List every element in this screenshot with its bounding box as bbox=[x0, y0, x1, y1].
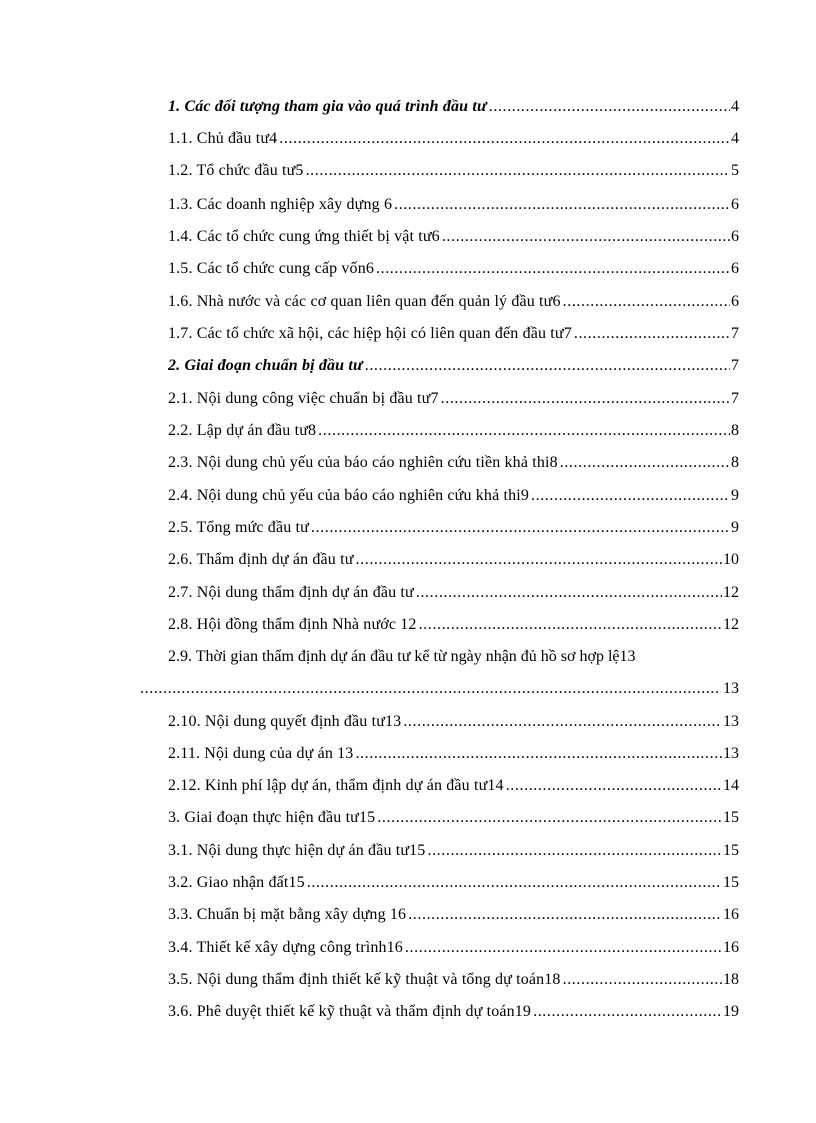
dot-leader bbox=[279, 126, 730, 152]
toc-entry bbox=[168, 450, 739, 476]
toc-entry-page: 16 bbox=[723, 939, 739, 956]
toc-entry-continuation bbox=[140, 676, 739, 702]
toc-entry-page: 13 bbox=[723, 680, 739, 697]
toc-entry-page: 10 bbox=[723, 551, 739, 568]
toc-entry-page: 7 bbox=[731, 357, 739, 374]
toc-entry-page: 18 bbox=[723, 971, 739, 988]
toc-entry bbox=[168, 773, 739, 799]
toc-entry bbox=[168, 902, 739, 928]
toc-entry bbox=[168, 158, 739, 184]
dot-leader bbox=[427, 838, 722, 864]
toc-entry-page: 4 bbox=[731, 130, 739, 147]
toc-entry bbox=[168, 321, 739, 347]
toc-entry-title: 2.5. Tổng mức đầu tư bbox=[168, 519, 309, 536]
dot-leader bbox=[307, 870, 722, 896]
dot-leader bbox=[356, 547, 722, 573]
toc-entry-title: 3.3. Chuẩn bị mặt bằng xây dựng 16 bbox=[168, 906, 407, 923]
toc-entry bbox=[168, 999, 739, 1025]
toc-entry-page: 12 bbox=[723, 616, 739, 633]
toc-entry-title: 2.12. Kinh phí lập dự án, thẩm định dự án đầu tư14 bbox=[168, 777, 504, 794]
dot-leader bbox=[318, 418, 730, 444]
toc-entry-page: 7 bbox=[731, 390, 739, 407]
toc-entry-page: 9 bbox=[731, 487, 739, 504]
dot-leader bbox=[376, 256, 730, 282]
toc-entry-title: 2.1. Nội dung công việc chuẩn bị đầu tư7 bbox=[168, 390, 439, 407]
toc-entry-title: 1.3. Các doanh nghiệp xây dựng 6 bbox=[168, 196, 393, 213]
dot-leader bbox=[441, 386, 730, 412]
toc-entry-title: 1.7. Các tổ chức xã hội, các hiệp hội có liên quan đến đầu tư7 bbox=[168, 325, 572, 342]
dot-leader bbox=[394, 192, 730, 218]
toc-entry bbox=[168, 386, 739, 412]
dot-leader bbox=[442, 224, 730, 250]
toc-entry-page: 8 bbox=[731, 454, 739, 471]
toc-entry-page: 6 bbox=[731, 260, 739, 277]
dot-leader bbox=[403, 709, 722, 735]
dot-leader bbox=[311, 515, 730, 541]
toc-entry-title: 1.4. Các tổ chức cung ứng thiết bị vật tư6 bbox=[168, 228, 440, 245]
toc-entry-page: 19 bbox=[723, 1003, 739, 1020]
toc-entry bbox=[168, 805, 739, 831]
toc-entry-page: 13 bbox=[723, 745, 739, 762]
toc-entry bbox=[168, 515, 739, 541]
dot-leader bbox=[563, 967, 722, 993]
toc-entry bbox=[168, 547, 739, 573]
toc-entry bbox=[168, 967, 739, 993]
toc-entry-title: 2.2. Lập dự án đầu tư8 bbox=[168, 422, 317, 439]
toc-entry bbox=[168, 838, 739, 864]
toc-entry bbox=[168, 418, 739, 444]
dot-leader bbox=[306, 158, 730, 184]
toc-entry bbox=[168, 612, 739, 638]
toc-entry-page: 6 bbox=[731, 228, 739, 245]
dot-leader bbox=[563, 289, 730, 315]
toc-entry-title: 2.3. Nội dung chủ yếu của báo cáo nghiên cứu tiền khả thi8 bbox=[168, 454, 558, 471]
toc-entry-title: 2.8. Hội đồng thẩm định Nhà nước 12 bbox=[168, 616, 417, 633]
toc-entry-page: 15 bbox=[723, 809, 739, 826]
dot-leader bbox=[140, 676, 721, 702]
toc-entry-title: 2.11. Nội dung của dự án 13 bbox=[168, 745, 354, 762]
toc-entry-title: 3. Giai đoạn thực hiện đầu tư15 bbox=[168, 809, 376, 826]
dot-leader bbox=[533, 999, 722, 1025]
toc-entry-page: 6 bbox=[731, 196, 739, 213]
toc-entry-title: 2. Giai đoạn chuẩn bị đầu tư bbox=[168, 357, 363, 374]
toc-entry-page: 15 bbox=[723, 842, 739, 859]
toc-entry bbox=[168, 256, 739, 282]
toc-entry-title: 1.5. Các tổ chức cung cấp vốn6 bbox=[168, 260, 374, 277]
toc-entry-page: 13 bbox=[723, 713, 739, 730]
dot-leader bbox=[416, 580, 722, 606]
toc-entry-page: 12 bbox=[723, 584, 739, 601]
dot-leader bbox=[489, 94, 730, 120]
toc-entry bbox=[168, 289, 739, 315]
toc-entry-heading-2 bbox=[168, 353, 739, 379]
toc-entry-page: 8 bbox=[731, 422, 739, 439]
dot-leader bbox=[419, 612, 722, 638]
toc-entry-page: 15 bbox=[723, 874, 739, 891]
dot-leader bbox=[531, 483, 730, 509]
toc-entry-title: 3.5. Nội dung thẩm định thiết kế kỹ thuật và tổng dự toán18 bbox=[168, 971, 561, 988]
dot-leader bbox=[408, 902, 722, 928]
toc-entry-title: 3.1. Nội dung thực hiện dự án đầu tư15 bbox=[168, 842, 426, 859]
toc-entry-title: 1.1. Chủ đầu tư4 bbox=[168, 130, 278, 147]
toc-entry bbox=[168, 126, 739, 152]
toc-entry-title: 2.6. Thẩm định dự án đầu tư bbox=[168, 551, 354, 568]
toc-entry bbox=[168, 224, 739, 250]
toc-entry-title: 2.10. Nội dung quyết định đầu tư13 bbox=[168, 713, 402, 730]
toc-entry-page: 14 bbox=[723, 777, 739, 794]
toc-entry-title: 3.2. Giao nhận đất15 bbox=[168, 874, 305, 891]
toc-entry-title: 1.6. Nhà nước và các cơ quan liên quan đến quản lý đầu tư6 bbox=[168, 293, 561, 310]
dot-leader bbox=[355, 741, 722, 767]
toc-entry-title: 2.4. Nội dung chủ yếu của báo cáo nghiên cứu khả thi9 bbox=[168, 487, 529, 504]
toc-entry bbox=[168, 483, 739, 509]
toc-entry-page: 7 bbox=[731, 325, 739, 342]
toc-entry bbox=[168, 709, 739, 735]
toc-entry bbox=[168, 192, 739, 218]
toc-entry-page: 4 bbox=[731, 98, 739, 115]
toc-entry-title: 3.6. Phê duyệt thiết kế kỹ thuật và thẩm định dự toán19 bbox=[168, 1003, 532, 1020]
toc-entry-title: 1. Các đối tượng tham gia vào quá trình đầu tư bbox=[168, 98, 487, 115]
toc-entry bbox=[168, 935, 739, 961]
toc-entry-title: 2.7. Nội dung thẩm định dự án đầu tư bbox=[168, 584, 414, 601]
toc-entry-title-wrapped: 2.9. Thời gian thẩm định dự án đầu tư kể từ ngày nhận đủ hồ sơ hợp lệ13 bbox=[168, 648, 636, 665]
toc-entry-title: 1.2. Tổ chức đầu tư5 bbox=[168, 162, 304, 179]
toc-entry-page: 6 bbox=[731, 293, 739, 310]
dot-leader bbox=[405, 935, 722, 961]
toc-entry-heading-1 bbox=[168, 94, 739, 120]
toc-entry-title: 3.4. Thiết kế xây dựng công trình16 bbox=[168, 939, 403, 956]
dot-leader bbox=[560, 450, 730, 476]
dot-leader bbox=[506, 773, 722, 799]
dot-leader bbox=[574, 321, 730, 347]
dot-leader bbox=[365, 353, 730, 379]
toc-entry bbox=[168, 741, 739, 767]
dot-leader bbox=[377, 805, 722, 831]
toc-entry bbox=[168, 580, 739, 606]
toc-entry-page: 16 bbox=[723, 906, 739, 923]
toc-entry bbox=[168, 870, 739, 896]
toc-entry-page: 9 bbox=[731, 519, 739, 536]
toc-entry-page: 5 bbox=[731, 162, 739, 179]
